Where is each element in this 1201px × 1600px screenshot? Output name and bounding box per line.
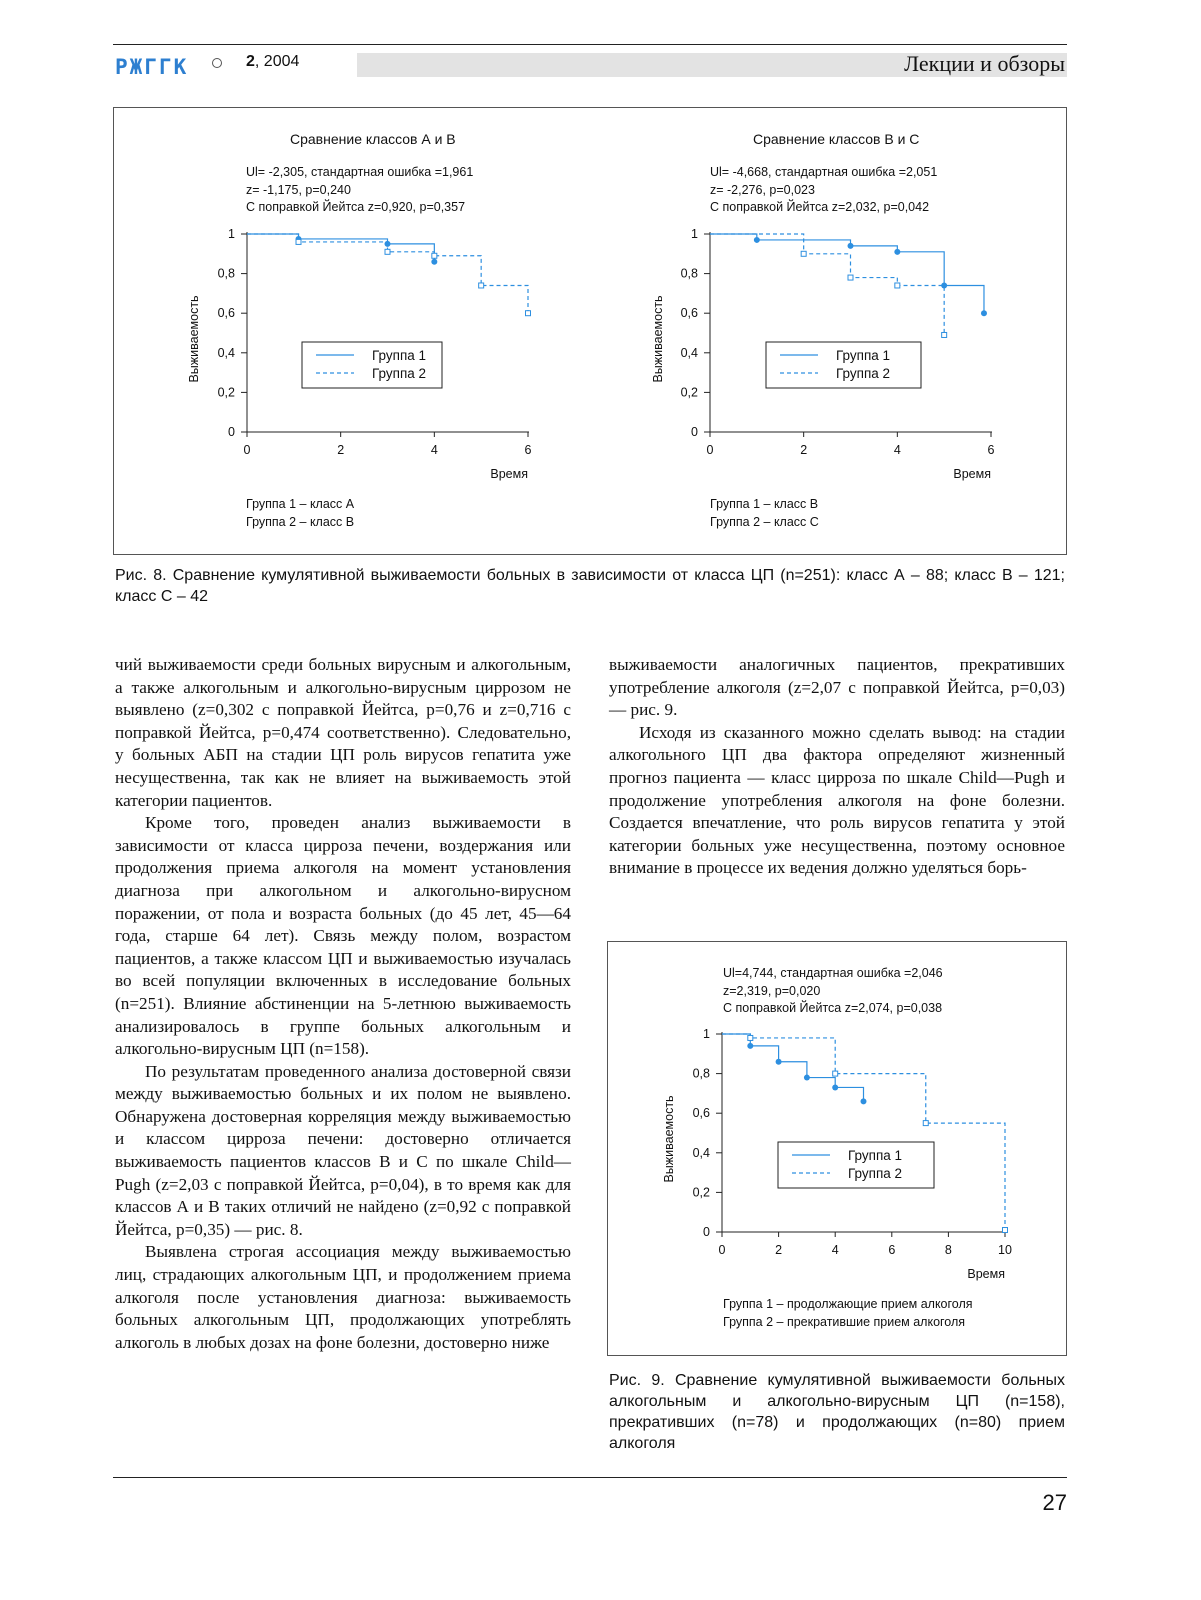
stat-line: Ul= -2,305, стандартная ошибка =1,961 [246, 165, 474, 179]
censor-marker [479, 283, 484, 288]
header-rule [113, 44, 1067, 45]
series-line-1 [710, 234, 984, 313]
stat-line: z= -1,175, p=0,240 [246, 182, 351, 197]
group-desc-line: Группа 2 – класс В [246, 514, 355, 529]
stat-line: Ul=4,744, стандартная ошибка =2,046 [723, 966, 943, 980]
x-axis-label: Время [490, 467, 528, 481]
y-axis-label: Выживаемость [187, 295, 201, 383]
event-marker [754, 237, 760, 243]
censor-marker [942, 332, 947, 337]
x-tick-label: 2 [800, 443, 808, 457]
event-marker [848, 243, 854, 249]
series-line-1 [247, 234, 434, 262]
y-tick-label: 0,6 [680, 306, 698, 321]
legend-label: Группа 2 [848, 1166, 903, 1181]
event-marker [894, 249, 900, 255]
x-tick-label: 2 [775, 1243, 783, 1257]
page-number: 27 [1042, 1490, 1067, 1515]
paragraph: По результатам проведенного анализа достоверной связи между выживаемостью больных и их полом не выявлено. Обнаружена достоверная корреляция между выживаемостью и классом цирроза печени: достоверно отличается выживаемость пациентов классов В и С по шкале Child—Pugh (z=2,03 с поправкой Йейтса, p=0,04), в то время как для классов А и В таких отличий не найдено (z=0,92 с поправкой Йейтса, p=0,35) — рис. 8. [115, 1061, 571, 1239]
x-tick-label: 0 [718, 1243, 726, 1257]
y-tick-label: 0,4 [680, 345, 698, 360]
y-tick-label: 0,8 [680, 266, 698, 281]
x-tick-label: 4 [893, 443, 901, 457]
x-tick-label: 10 [998, 1243, 1012, 1257]
event-marker [832, 1084, 838, 1090]
x-axis-label: Время [967, 1267, 1005, 1281]
x-tick-label: 4 [831, 1243, 839, 1257]
y-tick-label: 0,4 [217, 345, 235, 360]
censor-marker [385, 249, 390, 254]
journal-logo: РЖГГК [115, 55, 189, 79]
issue-year: , 2004 [254, 53, 300, 70]
stat-line: С поправкой Йейтса z=2,032, p=0,042 [710, 200, 930, 214]
stats-block [723, 965, 943, 1018]
y-tick-label: 0,2 [692, 1185, 710, 1200]
chart-title: Сравнение классов А и В [290, 131, 456, 147]
stats-block [710, 164, 937, 217]
stat-line: z= -2,276, p=0,023 [710, 182, 815, 197]
x-tick-label: 6 [524, 443, 532, 457]
stat-line: Ul= -4,668, стандартная ошибка =2,051 [710, 165, 938, 179]
bullet-icon [212, 58, 222, 68]
censor-marker [296, 239, 301, 244]
paragraph: Выявлена строгая ассоциация между выживаемостью лиц, страдающих алкогольным ЦП, и продолжением приема алкоголя после установления диагноза: выживаемость больных алкогольным ЦП, продолжающих употреблять алкоголь в любых дозах на фоне болезни, достоверно ниже [115, 1242, 571, 1352]
survival-chart-a-b [180, 222, 560, 492]
y-tick-label: 0,8 [217, 266, 235, 281]
paragraph: выживаемости аналогичных пациентов, прекративших употребление алкоголя (z=2,07 с поправкой Йейтса, p=0,03) — рис. 9. [609, 655, 1065, 720]
censor-marker [895, 283, 900, 288]
event-marker [861, 1098, 867, 1104]
x-tick-label: 6 [888, 1243, 896, 1257]
paragraph: чий выживаемости среди больных вирусным и алкогольным, а также алкогольным и алкогольно-вирусным циррозом не выявлено (z=0,302 с поправкой Йейтса, p=0,76 и z=0,716 с поправкой Йейтса, p=0,474 соответственно). Следовательно, у больных АБП на стадии ЦП роль вирусов гепатита уже несущественна, так как не влияет на выживаемость этой категории пациентов. [115, 655, 571, 810]
x-tick-label: 2 [337, 443, 345, 457]
legend-label: Группа 2 [836, 366, 891, 381]
y-axis-label: Выживаемость [651, 295, 665, 383]
survival-chart-alcohol [655, 1022, 1055, 1284]
stat-line: z=2,319, p=0,020 [723, 983, 821, 998]
group-desc-line: Группа 1 – продолжающие прием алкоголя [723, 1297, 973, 1311]
footer-rule [113, 1477, 1067, 1478]
x-tick-label: 4 [430, 443, 438, 457]
event-marker [747, 1043, 753, 1049]
section-title: Лекции и обзоры [904, 51, 1065, 76]
group-desc-line: Группа 2 – класс С [710, 514, 819, 529]
stat-line: С поправкой Йейтса z=2,074, p=0,038 [723, 1001, 943, 1015]
group-desc-line: Группа 1 – класс А [246, 497, 355, 511]
figure-9-caption: Рис. 9. Сравнение кумулятивной выживаемости больных алкогольным и алкогольно-вирусным ЦП (n=158), прекративших (n=78) и продолжающих (n=80) прием алкоголя [609, 1372, 1065, 1452]
censor-marker [748, 1035, 753, 1040]
y-tick-label: 0,4 [692, 1145, 710, 1160]
series-line-2 [710, 234, 944, 335]
censor-marker [923, 1121, 928, 1126]
x-tick-label: 6 [987, 443, 995, 457]
event-marker [431, 259, 437, 265]
text-column-left [115, 654, 571, 1354]
x-tick-label: 8 [944, 1243, 952, 1257]
x-axis-label: Время [953, 467, 991, 481]
series-line-1 [722, 1034, 864, 1101]
censor-marker [432, 253, 437, 258]
censor-marker [833, 1071, 838, 1076]
censor-marker [1003, 1228, 1008, 1233]
legend-label: Группа 2 [372, 366, 427, 381]
paragraph: Исходя из сказанного можно сделать вывод: на стадии алкогольного ЦП два фактора определяют жизненный прогноз пациента — класс цирроза по шкале Child—Pugh и продолжение употребления алкоголя на фоне болезни. Создается впечатление, что роль вирусов гепатита у этой категории больных уже несущественна, поэтому основное внимание в процессе их ведения должно уделяться борь- [609, 722, 1065, 878]
survival-chart-b-c [644, 222, 1024, 492]
y-tick-label: 0,8 [692, 1066, 710, 1081]
y-tick-label: 1 [703, 1027, 710, 1041]
y-tick-label: 0,6 [217, 306, 235, 321]
group-desc-line: Группа 1 – класс В [710, 497, 819, 511]
group-description [710, 496, 819, 531]
y-tick-label: 1 [228, 227, 235, 241]
censor-marker [848, 275, 853, 280]
event-marker [776, 1059, 782, 1065]
event-marker [804, 1075, 810, 1081]
x-tick-label: 0 [706, 443, 714, 457]
text-column-right [609, 654, 1065, 880]
chart-title: Сравнение классов В и С [753, 131, 920, 147]
x-tick-label: 0 [243, 443, 251, 457]
y-tick-label: 0 [691, 425, 698, 439]
y-tick-label: 0,2 [680, 385, 698, 400]
group-description [246, 496, 354, 531]
y-axis-label: Выживаемость [662, 1095, 676, 1183]
y-tick-label: 0,2 [217, 385, 235, 400]
issue-info [246, 53, 299, 71]
paragraph: Кроме того, проведен анализ выживаемости в зависимости от класса цирроза печени, воздержания или продолжения приема алкоголя на момент установления диагноза при алкогольном и алкогольно-вирусном поражении, от пола и возраста больных (до 45 лет, 45—64 года, старше 64 лет). Связь между полом, возрастом пациентов, а также классом ЦП и выживаемостью изучалась во всей популяции включенных в исследование больных (n=251). Влияние абстиненции на 5-летнюю выживаемость анализировалось в группе больных алкогольным и алкогольно-вирусным ЦП (n=158). [115, 813, 571, 1059]
legend-label: Группа 1 [372, 348, 427, 363]
y-tick-label: 0,6 [692, 1106, 710, 1121]
y-tick-label: 0 [228, 425, 235, 439]
series-line-2 [722, 1034, 1005, 1230]
y-tick-label: 0 [703, 1225, 710, 1239]
legend-label: Группа 1 [848, 1148, 903, 1163]
legend-label: Группа 1 [836, 348, 891, 363]
stat-line: С поправкой Йейтса z=0,920, p=0,357 [246, 200, 466, 214]
issue-number: 2 [246, 53, 255, 70]
y-tick-label: 1 [691, 227, 698, 241]
group-description [723, 1296, 973, 1331]
event-marker [981, 310, 987, 316]
group-desc-line: Группа 2 – прекратившие прием алкоголя [723, 1314, 966, 1329]
stats-block [246, 164, 473, 217]
figure-8-caption: Рис. 8. Сравнение кумулятивной выживаемости больных в зависимости от класса ЦП (n=251): класс А – 88; класс В – 121; класс С – 42 [115, 567, 1065, 605]
censor-marker [526, 311, 531, 316]
censor-marker [801, 251, 806, 256]
